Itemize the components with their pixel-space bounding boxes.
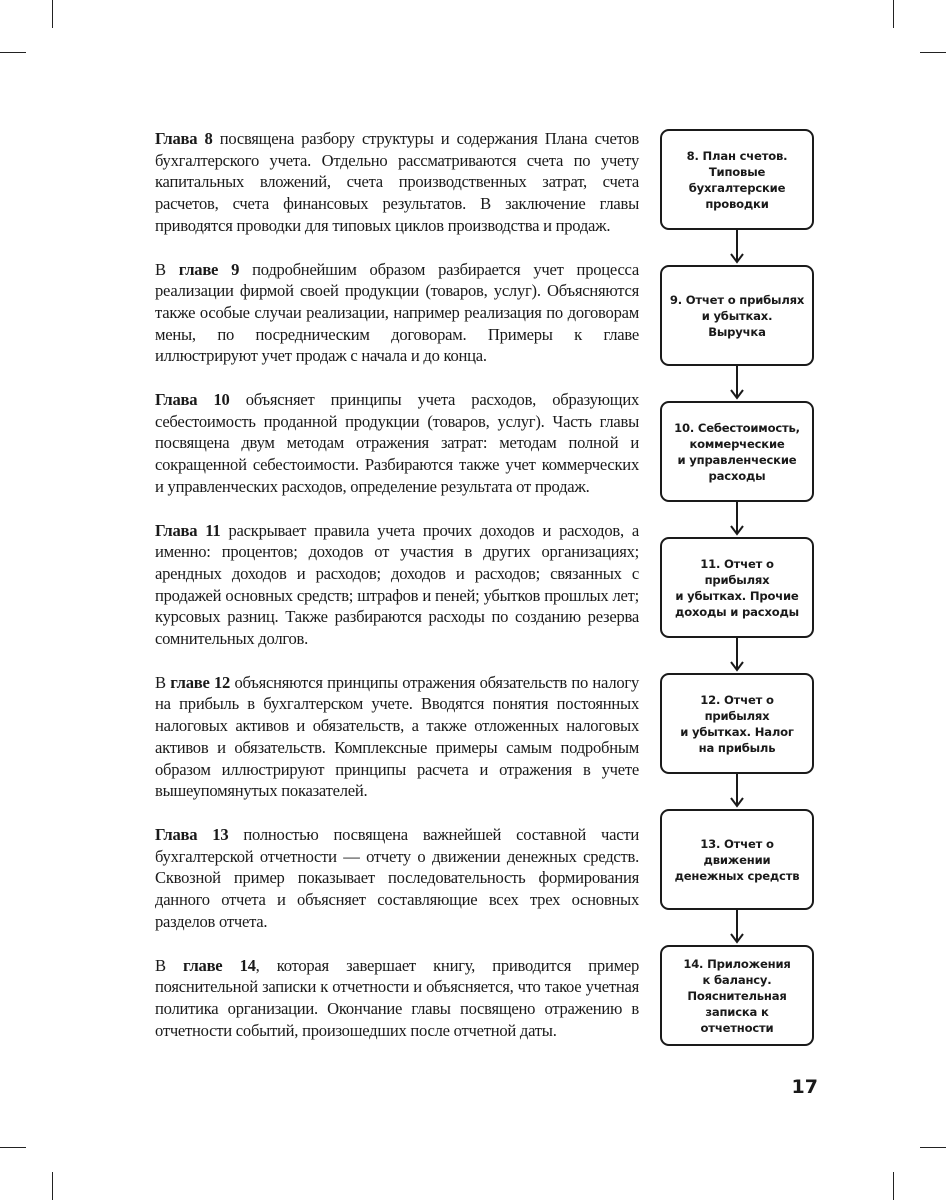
flow-box-chapter-14: [660, 945, 814, 1046]
flow-box-label: 10. Себестоимость, коммерческие и управленческие расходы: [674, 420, 800, 483]
para-text: полностью посвящена важнейшей составной части бухгалтерской отчетности — отчету о движении денежных средств. Сквозной пример показывает последовательность формирования данного отчета и объясняет составляющие всех трех основных разделов отчета.: [155, 824, 640, 931]
flow-box-chapter-8: [660, 129, 814, 230]
flow-box-label: 11. Отчет о прибылях и убытках. Прочие доходы и расходы: [675, 556, 799, 619]
chapter-ref: главе 12: [170, 672, 231, 692]
para-text: раскрывает правила учета прочих доходов и расходов, а именно: процентов; доходов от участия в других организациях; арендных доходов и расходов; доходов и расходов; связанных с продажей основных средств; штрафов и пеней; убытков прошлых лет; курсовых разниц. Также разбираются расходы по созданию резерва сомнительных долгов.: [155, 520, 639, 649]
flow-box-label: 14. Приложения к балансу. Пояснительная записка к отчетности: [683, 956, 791, 1035]
para-text: объясняет принципы учета расходов, образующих себестоимость проданной продукции (товаров, услуг). Часть главы посвящена двум методам отражения затрат: методам полной и сокращенной себестоимости. Разбираются также учет коммерческих и управленческих расходов, определение результата от продаж.: [155, 390, 639, 496]
para-text: , которая завершает книгу, приводится пример пояснительной записки к отчетности и объясняется, что такое учетная политика организации. Окончание главы посвящено отражению в отчетности событий, произошедших после отчетной даты.: [155, 955, 639, 1040]
flow-box-label: 12. Отчет о прибылях и убытках. Налог на прибыль: [680, 692, 794, 755]
para-prefix: В: [155, 955, 184, 975]
flow-box-chapter-12: [660, 673, 814, 774]
flow-box-chapter-10: [660, 401, 814, 502]
flow-box-label: 13. Отчет о движении денежных средств: [674, 836, 800, 883]
flow-box-label: 8. План счетов. Типовые бухгалтерские проводки: [686, 148, 788, 211]
para-text: подробнейшим образом разбирается учет процесса реализации фирмой своей продукции (товаров, услуг). Объясняются также особые случаи реализации, например реализация по договорам мены, по посредническим договорам. Примеры к главе иллюстрируют учет продаж с начала и до конца.: [155, 259, 639, 366]
flow-box-label: 9. Отчет о прибылях и убытках. Выручка: [669, 292, 805, 339]
chapter-ref: Глава 8: [155, 129, 213, 148]
chapter-ref: главе 14: [183, 955, 256, 975]
flow-box-chapter-13: [660, 809, 814, 910]
flow-box-chapter-11: [660, 537, 814, 638]
flow-box-chapter-9: [660, 265, 814, 366]
chapter-ref: Глава 11: [155, 520, 221, 540]
para-text: объясняются принципы отражения обязательств по налогу на прибыль в бухгалтерском учете. Вводятся понятия постоянных налоговых активов и обязательств, а также отложенных налоговых активов и обязательств. Комплексные примеры самым подробным образом иллюстрируют принципы расчета и отражения в учете вышеупомянутых показателей.: [155, 672, 639, 801]
para-prefix: В: [155, 672, 171, 692]
para-prefix: В: [155, 259, 179, 279]
chapter-ref: Глава 10: [155, 390, 230, 410]
chapter-ref: главе 9: [178, 259, 240, 279]
para-text: посвящена разбору структуры и содержания Плана счетов бухгалтерского учета. Отдельно рассматриваются счета по учету капитальных вложений, счета производственных затрат, счета расчетов, счета финансовых результатов. В заключение главы приводятся проводки для типовых циклов производства и продаж.: [155, 129, 640, 235]
page-number: 17: [791, 1076, 818, 1098]
chapter-ref: Глава 13: [155, 824, 229, 844]
